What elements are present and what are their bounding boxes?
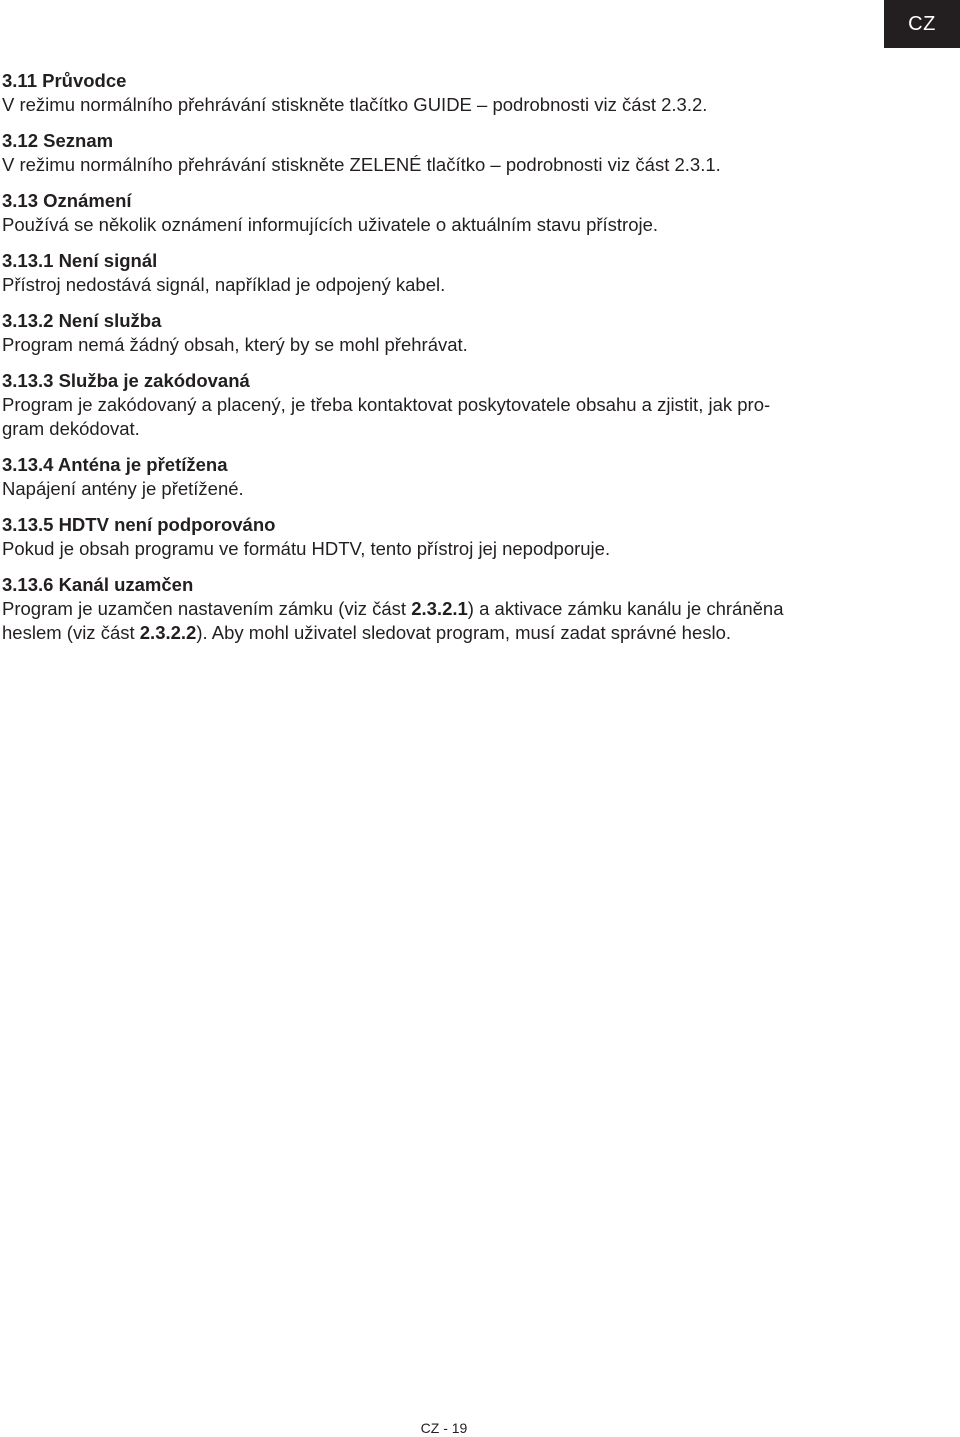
section-channel-locked	[2, 572, 882, 645]
document-content	[2, 68, 882, 656]
section-heading: 3.13 Oznámení	[2, 190, 132, 211]
section-heading: 3.12 Seznam	[2, 130, 114, 151]
language-badge: CZ	[884, 0, 960, 48]
section-heading: 3.13.4 Anténa je přetížena	[2, 454, 228, 475]
section-body: V režimu normálního přehrávání stiskněte tlačítko GUIDE – podrobnosti viz část 2.3.2.	[2, 94, 708, 115]
section-body: Program je zakódovaný a placený, je třeba kontaktovat poskytovatele obsahu a zjistit, jak pro- gram dekódovat.	[2, 394, 771, 439]
section-antenna-overload	[2, 452, 882, 501]
section-heading: 3.13.3 Služba je zakódovaná	[2, 370, 250, 391]
section-list	[2, 128, 882, 177]
section-body: Napájení antény je přetížené.	[2, 478, 244, 499]
section-heading: 3.13.1 Není signál	[2, 250, 158, 271]
section-heading: 3.13.2 Není služba	[2, 310, 162, 331]
section-body: Používá se několik oznámení informujících uživatele o aktuálním stavu přístroje.	[2, 214, 659, 235]
section-notifications	[2, 188, 882, 237]
section-body: Přístroj nedostává signál, například je odpojený kabel.	[2, 274, 446, 295]
section-heading: 3.13.6 Kanál uzamčen	[2, 574, 194, 595]
section-reference: 2.3.2.1	[411, 598, 468, 619]
page-number: CZ - 19	[420, 1420, 468, 1436]
section-heading: 3.11 Průvodce	[2, 70, 127, 91]
section-no-service	[2, 308, 882, 357]
section-hdtv-unsupported	[2, 512, 882, 561]
section-scrambled-service	[2, 368, 882, 441]
section-body: Program nemá žádný obsah, který by se mohl přehrávat.	[2, 334, 468, 355]
section-body: Pokud je obsah programu ve formátu HDTV, tento přístroj jej nepodporuje.	[2, 538, 611, 559]
body-text: Program je uzamčen nastavením zámku (viz část	[2, 598, 412, 619]
body-text: ). Aby mohl uživatel sledovat program, musí zadat správné heslo.	[196, 622, 732, 643]
section-heading: 3.13.5 HDTV není podporováno	[2, 514, 276, 535]
section-no-signal	[2, 248, 882, 297]
section-reference: 2.3.2.2	[139, 622, 197, 643]
section-body: V režimu normálního přehrávání stiskněte ZELENÉ tlačítko – podrobnosti viz část 2.3.1.	[2, 154, 721, 175]
body-text: ) a aktivace zámku kanálu je chráněna heslem (viz část	[2, 598, 784, 643]
section-body	[2, 597, 882, 645]
section-guide	[2, 68, 882, 117]
